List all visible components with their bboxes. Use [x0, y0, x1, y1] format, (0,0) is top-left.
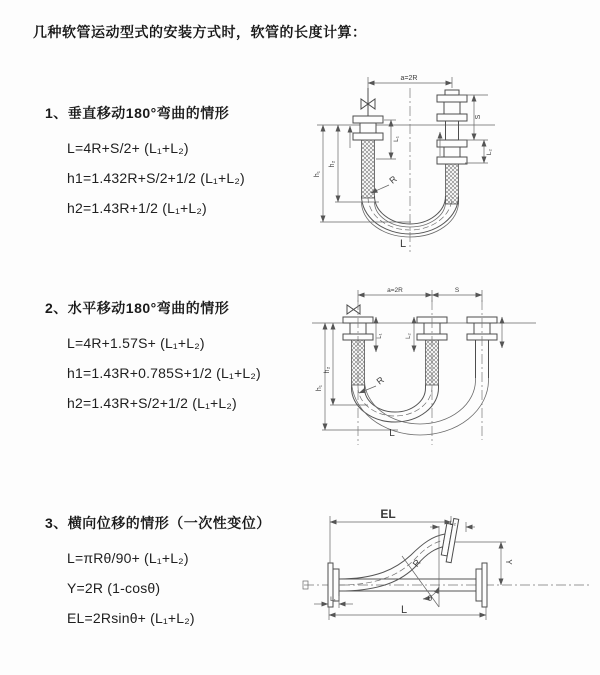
dim-L2-label: L₂	[406, 333, 412, 339]
dim-L1-label: L₁	[393, 136, 400, 142]
dim-Y-label: Y	[504, 559, 513, 565]
formula-h2: h2=1.43R+S/2+1/2 (L₁+L₂)	[67, 395, 237, 411]
dim-S-label: S	[454, 287, 460, 294]
formula-EL: EL=2Rsinθ+ (L₁+L₂)	[67, 610, 195, 626]
dim-h1-label: h₁	[314, 170, 321, 178]
hose-displaced-position	[339, 534, 446, 591]
section-vertical-180	[45, 103, 245, 223]
dim-R-label: R	[410, 557, 423, 569]
dim-EL-label: EL	[380, 507, 396, 521]
section-2-formulas	[67, 328, 261, 418]
section-lateral-displacement	[45, 513, 271, 633]
section-3-formulas	[67, 543, 271, 633]
dim-h2-label: h₂	[329, 160, 336, 168]
valve-icon	[361, 88, 375, 116]
dim-L-label: L	[399, 238, 407, 250]
section-2-heading: 2、水平移动180°弯曲的情形	[45, 300, 230, 316]
dim-L1	[376, 317, 383, 352]
dim-S-label: S	[475, 114, 482, 120]
section-1-formulas	[67, 133, 245, 223]
left-flange-assembly	[353, 116, 383, 198]
dim-h2-label: h₂	[324, 366, 331, 374]
dim-L-label: L	[389, 428, 395, 439]
radius-label	[371, 173, 399, 193]
formula-L: L=4R+1.57S+ (L₁+L₂)	[67, 335, 205, 351]
dim-a2R-label: a=2R	[387, 287, 403, 294]
dim-L2	[465, 140, 493, 163]
dim-L1-label: L₁	[377, 333, 383, 339]
formula-h1: h1=1.432R+S/2+1/2 (L₁+L₂)	[67, 170, 245, 186]
dim-S	[432, 287, 482, 295]
hose-u-bend	[352, 378, 489, 435]
dim-L	[329, 604, 486, 620]
dim-L2-label: L₂	[449, 520, 457, 527]
dim-a2R	[358, 287, 482, 302]
right-flange	[476, 563, 487, 607]
formula-h2: h2=1.43R+1/2 (L₁+L₂)	[67, 200, 207, 216]
dim-L-label: L	[400, 604, 408, 616]
formula-Y: Y=2R (1-cosθ)	[67, 580, 161, 596]
formula-L: L=4R+S/2+ (L₁+L₂)	[67, 140, 189, 156]
dim-L2-label: L₂	[486, 148, 493, 156]
dim-a2R-label: a=2R	[400, 75, 418, 82]
right-flange-assembly	[437, 90, 467, 204]
dim-R-label: R	[387, 173, 399, 186]
diagram-vertical-180-bend	[303, 64, 543, 262]
section-3-heading: 3、横向位移的情形（一次性变位）	[45, 515, 271, 531]
dim-L2	[406, 317, 414, 352]
diagram-horizontal-180-bend	[306, 280, 542, 456]
formula-L: L=πRθ/90+ (L₁+L₂)	[67, 550, 189, 566]
section-horizontal-180	[45, 298, 261, 418]
dim-EL	[330, 507, 451, 563]
formula-h1: h1=1.43R+0.785S+1/2 (L₁+L₂)	[67, 365, 261, 381]
dim-R-label: R	[374, 374, 386, 387]
page-title: 几种软管运动型式的安装方式时，软管的长度计算：	[33, 24, 367, 40]
diagram-lateral-displacement	[298, 496, 598, 662]
main-centerline	[303, 581, 590, 589]
dim-h1-label: h₁	[316, 384, 323, 392]
section-1-heading: 1、垂直移动180°弯曲的情形	[45, 105, 230, 121]
dim-theta-label: θ	[427, 594, 433, 603]
dim-L1-label: L₁	[330, 596, 336, 603]
